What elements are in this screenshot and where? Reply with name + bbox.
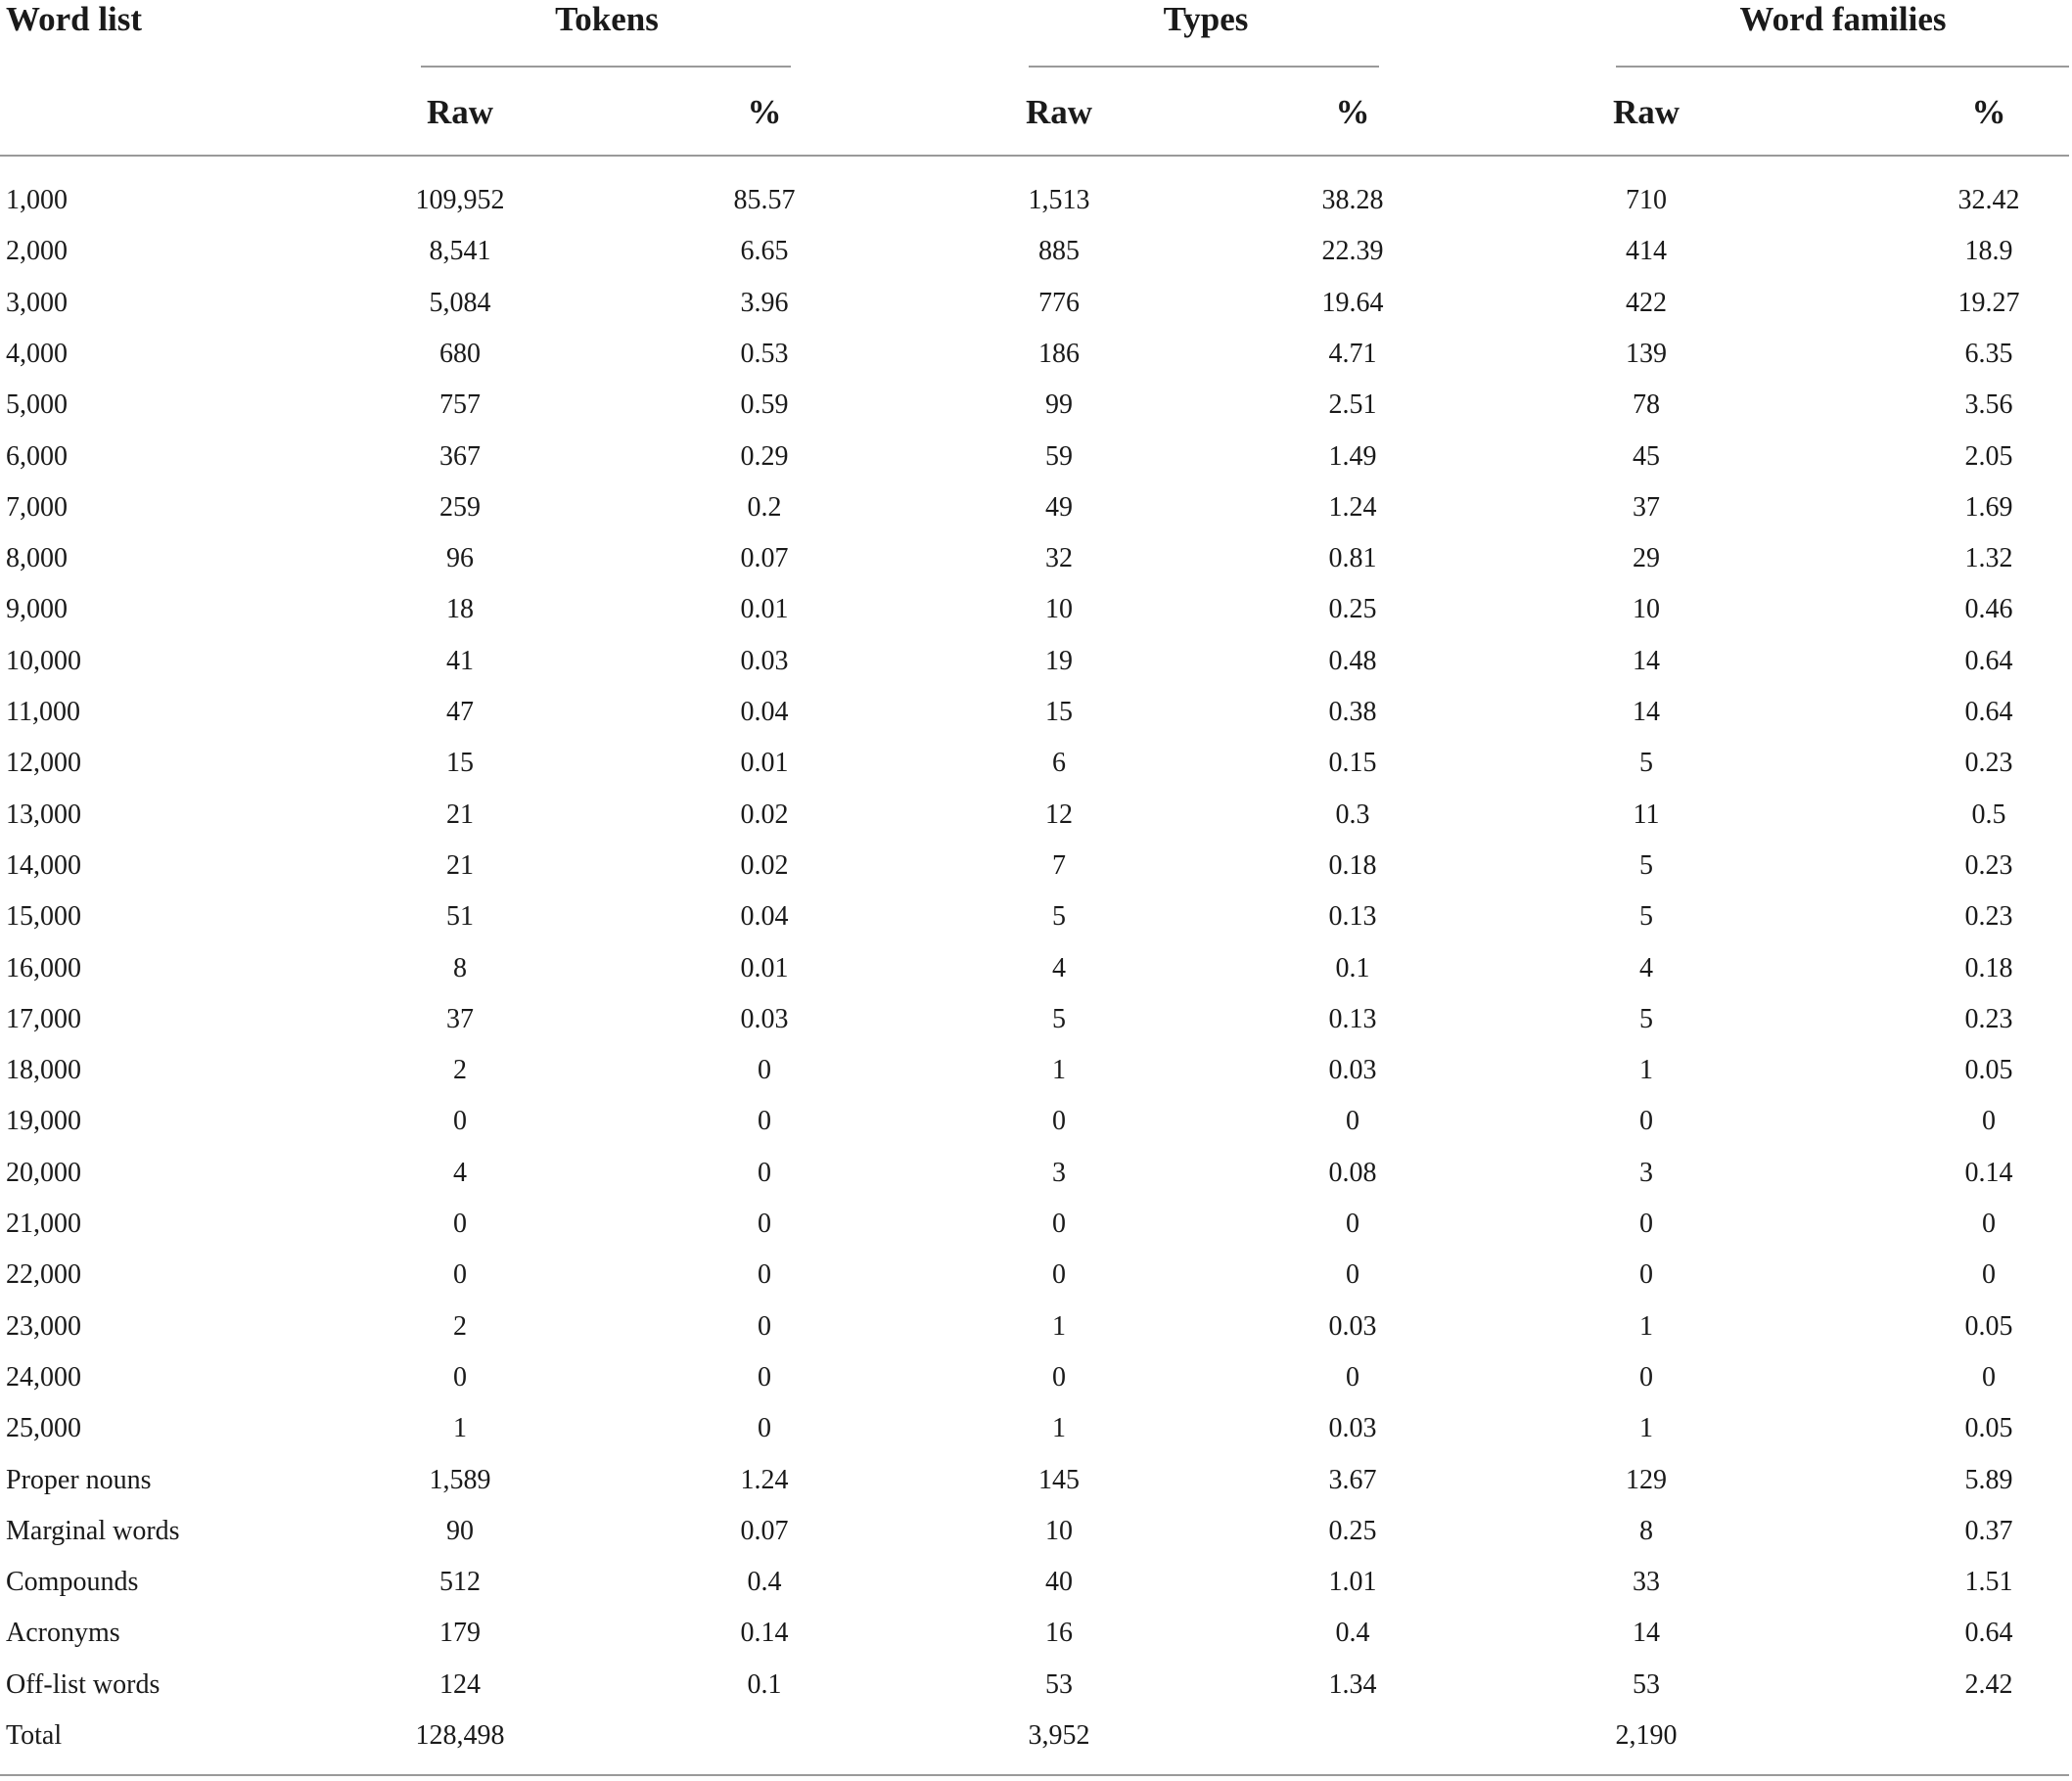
cell-types-raw: 53 bbox=[1045, 1669, 1073, 1700]
cell-families-raw: 1 bbox=[1639, 1055, 1653, 1085]
cell-families-pct: 6.35 bbox=[1964, 339, 2013, 369]
cell-families-raw: 139 bbox=[1626, 339, 1667, 369]
cell-families-pct: 32.42 bbox=[1957, 185, 2020, 215]
header-types-raw: Raw bbox=[1025, 93, 1093, 131]
cell-tokens-raw: 8,541 bbox=[429, 236, 491, 266]
cell-tokens-raw: 2 bbox=[453, 1311, 467, 1342]
cell-tokens-raw: 4 bbox=[453, 1158, 467, 1188]
cell-tokens-pct: 0.14 bbox=[740, 1618, 789, 1648]
cell-families-pct: 0.5 bbox=[1971, 799, 2006, 830]
cell-word-list: 14,000 bbox=[6, 850, 81, 881]
cell-families-pct: 0.46 bbox=[1964, 594, 2013, 624]
cell-tokens-raw: 0 bbox=[453, 1209, 467, 1239]
header-tokens: Tokens bbox=[555, 0, 659, 38]
cell-word-list: 12,000 bbox=[6, 748, 81, 778]
cell-word-list: 13,000 bbox=[6, 799, 81, 830]
cell-families-raw: 5 bbox=[1639, 901, 1653, 932]
cell-families-raw: 0 bbox=[1639, 1259, 1653, 1290]
cell-word-list: 8,000 bbox=[6, 543, 68, 573]
cell-tokens-pct: 0.02 bbox=[740, 799, 789, 830]
cell-types-pct: 0.13 bbox=[1328, 901, 1377, 932]
cell-tokens-pct: 0 bbox=[758, 1362, 771, 1393]
cell-word-list: 19,000 bbox=[6, 1106, 81, 1136]
cell-types-raw: 3,952 bbox=[1028, 1720, 1090, 1751]
cell-tokens-raw: 90 bbox=[446, 1516, 474, 1546]
cell-tokens-pct: 0 bbox=[758, 1106, 771, 1136]
cell-tokens-pct: 85.57 bbox=[733, 185, 796, 215]
cell-word-list: 7,000 bbox=[6, 492, 68, 523]
cell-families-pct: 0.64 bbox=[1964, 697, 2013, 727]
cell-word-list: 9,000 bbox=[6, 594, 68, 624]
header-word-families: Word families bbox=[1739, 0, 1947, 38]
cell-types-pct: 0.03 bbox=[1328, 1055, 1377, 1085]
cell-types-raw: 145 bbox=[1038, 1465, 1080, 1495]
cell-tokens-raw: 0 bbox=[453, 1106, 467, 1136]
cell-families-raw: 45 bbox=[1633, 441, 1660, 472]
cell-families-pct: 0 bbox=[1982, 1209, 1996, 1239]
cell-word-list: 11,000 bbox=[6, 697, 80, 727]
cell-families-pct: 0.05 bbox=[1964, 1055, 2013, 1085]
cell-types-pct: 0.48 bbox=[1328, 646, 1377, 676]
cell-types-pct: 0.15 bbox=[1328, 748, 1377, 778]
cell-types-raw: 3 bbox=[1052, 1158, 1066, 1188]
cell-types-raw: 59 bbox=[1045, 441, 1073, 472]
cell-types-raw: 5 bbox=[1052, 1004, 1066, 1034]
cell-word-list: 15,000 bbox=[6, 901, 81, 932]
cell-tokens-raw: 15 bbox=[446, 748, 474, 778]
cell-word-list: 20,000 bbox=[6, 1158, 81, 1188]
cell-types-raw: 49 bbox=[1045, 492, 1073, 523]
cell-families-pct: 2.42 bbox=[1964, 1669, 2013, 1700]
cell-tokens-raw: 367 bbox=[439, 441, 481, 472]
cell-tokens-raw: 259 bbox=[439, 492, 481, 523]
cell-families-pct: 1.69 bbox=[1964, 492, 2013, 523]
cell-families-raw: 11 bbox=[1633, 799, 1660, 830]
cell-families-raw: 8 bbox=[1639, 1516, 1653, 1546]
header-types-pct: % bbox=[1335, 93, 1370, 131]
cell-families-pct: 0.37 bbox=[1964, 1516, 2013, 1546]
cell-families-pct: 0.18 bbox=[1964, 953, 2013, 983]
cell-families-pct: 1.51 bbox=[1964, 1567, 2013, 1597]
cell-word-list: 5,000 bbox=[6, 389, 68, 420]
cell-tokens-pct: 0.03 bbox=[740, 1004, 789, 1034]
cell-tokens-raw: 37 bbox=[446, 1004, 474, 1034]
cell-types-pct: 0.1 bbox=[1335, 953, 1370, 983]
cell-families-raw: 3 bbox=[1639, 1158, 1653, 1188]
cell-families-raw: 4 bbox=[1639, 953, 1653, 983]
cell-tokens-pct: 0.07 bbox=[740, 543, 789, 573]
cell-tokens-raw: 179 bbox=[439, 1618, 481, 1648]
cell-types-raw: 0 bbox=[1052, 1362, 1066, 1393]
cell-word-list: Acronyms bbox=[6, 1618, 120, 1648]
cell-tokens-raw: 680 bbox=[439, 339, 481, 369]
cell-families-pct: 2.05 bbox=[1964, 441, 2013, 472]
cell-tokens-raw: 0 bbox=[453, 1259, 467, 1290]
cell-types-pct: 0.18 bbox=[1328, 850, 1377, 881]
cell-tokens-pct: 0.04 bbox=[740, 901, 789, 932]
cell-types-raw: 40 bbox=[1045, 1567, 1073, 1597]
cell-families-raw: 1 bbox=[1639, 1413, 1653, 1443]
cell-tokens-pct: 0 bbox=[758, 1259, 771, 1290]
cell-families-pct: 19.27 bbox=[1957, 288, 2020, 318]
cell-types-raw: 1 bbox=[1052, 1311, 1066, 1342]
cell-families-raw: 0 bbox=[1639, 1106, 1653, 1136]
cell-types-pct: 2.51 bbox=[1328, 389, 1377, 420]
cell-tokens-pct: 0.29 bbox=[740, 441, 789, 472]
cell-tokens-pct: 0.59 bbox=[740, 389, 789, 420]
cell-families-pct: 0.05 bbox=[1964, 1311, 2013, 1342]
cell-types-raw: 0 bbox=[1052, 1106, 1066, 1136]
cell-families-pct: 0.05 bbox=[1964, 1413, 2013, 1443]
cell-families-pct: 0.64 bbox=[1964, 646, 2013, 676]
cell-families-raw: 10 bbox=[1633, 594, 1660, 624]
cell-types-pct: 0.25 bbox=[1328, 594, 1377, 624]
cell-tokens-raw: 5,084 bbox=[429, 288, 491, 318]
cell-types-pct: 38.28 bbox=[1321, 185, 1384, 215]
cell-types-pct: 0.4 bbox=[1335, 1618, 1370, 1648]
cell-tokens-raw: 96 bbox=[446, 543, 474, 573]
cell-types-raw: 10 bbox=[1045, 594, 1073, 624]
cell-types-pct: 1.24 bbox=[1328, 492, 1377, 523]
word-families-group-rule bbox=[1616, 66, 2069, 68]
cell-word-list: 1,000 bbox=[6, 185, 68, 215]
cell-types-raw: 776 bbox=[1038, 288, 1080, 318]
cell-families-pct: 1.32 bbox=[1964, 543, 2013, 573]
cell-word-list: 25,000 bbox=[6, 1413, 81, 1443]
cell-tokens-pct: 0.4 bbox=[747, 1567, 782, 1597]
cell-families-raw: 14 bbox=[1633, 646, 1660, 676]
cell-tokens-raw: 41 bbox=[446, 646, 474, 676]
cell-types-raw: 12 bbox=[1045, 799, 1073, 830]
cell-tokens-pct: 0.01 bbox=[740, 594, 789, 624]
cell-tokens-raw: 21 bbox=[446, 850, 474, 881]
cell-tokens-pct: 6.65 bbox=[740, 236, 789, 266]
cell-families-raw: 5 bbox=[1639, 850, 1653, 881]
cell-types-pct: 0.38 bbox=[1328, 697, 1377, 727]
cell-types-raw: 186 bbox=[1038, 339, 1080, 369]
cell-tokens-raw: 47 bbox=[446, 697, 474, 727]
types-group-rule bbox=[1029, 66, 1379, 68]
cell-word-list: 3,000 bbox=[6, 288, 68, 318]
cell-word-list: Proper nouns bbox=[6, 1465, 152, 1495]
cell-word-list: 6,000 bbox=[6, 441, 68, 472]
cell-tokens-raw: 18 bbox=[446, 594, 474, 624]
header-word-list: Word list bbox=[6, 0, 143, 38]
cell-types-raw: 1 bbox=[1052, 1413, 1066, 1443]
header-bottom-rule bbox=[0, 155, 2069, 157]
cell-tokens-pct: 0.1 bbox=[747, 1669, 782, 1700]
cell-families-raw: 29 bbox=[1633, 543, 1660, 573]
cell-tokens-pct: 3.96 bbox=[740, 288, 789, 318]
cell-types-pct: 0 bbox=[1346, 1362, 1359, 1393]
header-tokens-pct: % bbox=[747, 93, 782, 131]
cell-types-pct: 1.49 bbox=[1328, 441, 1377, 472]
cell-types-raw: 1,513 bbox=[1028, 185, 1090, 215]
cell-types-raw: 0 bbox=[1052, 1209, 1066, 1239]
tokens-group-rule bbox=[421, 66, 791, 68]
cell-tokens-pct: 0.01 bbox=[740, 748, 789, 778]
cell-types-raw: 19 bbox=[1045, 646, 1073, 676]
cell-word-list: 2,000 bbox=[6, 236, 68, 266]
cell-types-raw: 15 bbox=[1045, 697, 1073, 727]
cell-types-raw: 4 bbox=[1052, 953, 1066, 983]
cell-families-raw: 1 bbox=[1639, 1311, 1653, 1342]
cell-types-raw: 10 bbox=[1045, 1516, 1073, 1546]
cell-word-list: 24,000 bbox=[6, 1362, 81, 1393]
cell-word-list: 17,000 bbox=[6, 1004, 81, 1034]
table-bottom-rule bbox=[0, 1774, 2069, 1776]
cell-families-raw: 422 bbox=[1626, 288, 1667, 318]
cell-families-raw: 78 bbox=[1633, 389, 1660, 420]
cell-tokens-raw: 128,498 bbox=[415, 1720, 505, 1751]
cell-types-pct: 22.39 bbox=[1321, 236, 1384, 266]
cell-types-pct: 0.03 bbox=[1328, 1311, 1377, 1342]
cell-types-raw: 32 bbox=[1045, 543, 1073, 573]
cell-families-pct: 0.23 bbox=[1964, 901, 2013, 932]
cell-word-list: 23,000 bbox=[6, 1311, 81, 1342]
cell-word-list: Total bbox=[6, 1720, 63, 1751]
cell-tokens-pct: 0 bbox=[758, 1413, 771, 1443]
cell-types-raw: 885 bbox=[1038, 236, 1080, 266]
cell-types-raw: 99 bbox=[1045, 389, 1073, 420]
cell-families-raw: 53 bbox=[1633, 1669, 1660, 1700]
cell-families-raw: 5 bbox=[1639, 1004, 1653, 1034]
cell-types-pct: 0 bbox=[1346, 1106, 1359, 1136]
cell-families-pct: 0.23 bbox=[1964, 850, 2013, 881]
cell-types-pct: 19.64 bbox=[1321, 288, 1384, 318]
cell-tokens-pct: 0.03 bbox=[740, 646, 789, 676]
cell-families-pct: 5.89 bbox=[1964, 1465, 2013, 1495]
cell-tokens-raw: 1 bbox=[453, 1413, 467, 1443]
cell-tokens-pct: 0 bbox=[758, 1209, 771, 1239]
cell-types-pct: 4.71 bbox=[1328, 339, 1377, 369]
cell-tokens-pct: 0.53 bbox=[740, 339, 789, 369]
cell-types-raw: 0 bbox=[1052, 1259, 1066, 1290]
header-types: Types bbox=[1163, 0, 1249, 38]
cell-tokens-raw: 109,952 bbox=[415, 185, 505, 215]
cell-tokens-raw: 0 bbox=[453, 1362, 467, 1393]
cell-tokens-raw: 512 bbox=[439, 1567, 481, 1597]
cell-word-list: 4,000 bbox=[6, 339, 68, 369]
cell-types-pct: 0 bbox=[1346, 1209, 1359, 1239]
cell-types-pct: 1.34 bbox=[1328, 1669, 1377, 1700]
cell-families-raw: 129 bbox=[1626, 1465, 1667, 1495]
cell-types-pct: 0.13 bbox=[1328, 1004, 1377, 1034]
cell-tokens-pct: 0 bbox=[758, 1311, 771, 1342]
cell-word-list: 16,000 bbox=[6, 953, 81, 983]
cell-families-pct: 3.56 bbox=[1964, 389, 2013, 420]
cell-tokens-pct: 0.04 bbox=[740, 697, 789, 727]
cell-types-raw: 1 bbox=[1052, 1055, 1066, 1085]
cell-tokens-raw: 8 bbox=[453, 953, 467, 983]
cell-families-raw: 0 bbox=[1639, 1362, 1653, 1393]
cell-tokens-pct: 0 bbox=[758, 1158, 771, 1188]
cell-families-pct: 0.14 bbox=[1964, 1158, 2013, 1188]
cell-families-raw: 14 bbox=[1633, 1618, 1660, 1648]
cell-families-raw: 33 bbox=[1633, 1567, 1660, 1597]
cell-tokens-pct: 0 bbox=[758, 1055, 771, 1085]
header-tokens-raw: Raw bbox=[426, 93, 494, 131]
cell-types-pct: 0.81 bbox=[1328, 543, 1377, 573]
cell-tokens-raw: 1,589 bbox=[429, 1465, 491, 1495]
header-families-raw: Raw bbox=[1612, 93, 1681, 131]
cell-types-raw: 6 bbox=[1052, 748, 1066, 778]
cell-types-pct: 0.08 bbox=[1328, 1158, 1377, 1188]
cell-families-raw: 2,190 bbox=[1615, 1720, 1678, 1751]
cell-types-pct: 0 bbox=[1346, 1259, 1359, 1290]
cell-families-pct: 0.23 bbox=[1964, 1004, 2013, 1034]
cell-word-list: Off-list words bbox=[6, 1669, 161, 1700]
cell-families-raw: 14 bbox=[1633, 697, 1660, 727]
cell-tokens-pct: 0.07 bbox=[740, 1516, 789, 1546]
cell-word-list: 22,000 bbox=[6, 1259, 81, 1290]
cell-types-raw: 7 bbox=[1052, 850, 1066, 881]
cell-word-list: 21,000 bbox=[6, 1209, 81, 1239]
cell-families-pct: 18.9 bbox=[1964, 236, 2013, 266]
cell-word-list: 18,000 bbox=[6, 1055, 81, 1085]
cell-word-list: Compounds bbox=[6, 1567, 139, 1597]
cell-tokens-pct: 0.2 bbox=[747, 492, 782, 523]
cell-types-pct: 0.03 bbox=[1328, 1413, 1377, 1443]
cell-families-raw: 5 bbox=[1639, 748, 1653, 778]
header-families-pct: % bbox=[1971, 93, 2006, 131]
cell-families-pct: 0 bbox=[1982, 1362, 1996, 1393]
cell-families-pct: 0 bbox=[1982, 1259, 1996, 1290]
cell-tokens-raw: 51 bbox=[446, 901, 474, 932]
cell-tokens-raw: 21 bbox=[446, 799, 474, 830]
cell-types-raw: 5 bbox=[1052, 901, 1066, 932]
cell-types-pct: 0.25 bbox=[1328, 1516, 1377, 1546]
cell-tokens-pct: 0.01 bbox=[740, 953, 789, 983]
cell-tokens-pct: 1.24 bbox=[740, 1465, 789, 1495]
cell-types-pct: 0.3 bbox=[1335, 799, 1370, 830]
cell-tokens-raw: 2 bbox=[453, 1055, 467, 1085]
cell-families-pct: 0.23 bbox=[1964, 748, 2013, 778]
cell-families-raw: 0 bbox=[1639, 1209, 1653, 1239]
cell-families-pct: 0 bbox=[1982, 1106, 1996, 1136]
cell-families-pct: 0.64 bbox=[1964, 1618, 2013, 1648]
cell-families-raw: 710 bbox=[1626, 185, 1667, 215]
cell-types-pct: 1.01 bbox=[1328, 1567, 1377, 1597]
cell-types-raw: 16 bbox=[1045, 1618, 1073, 1648]
cell-word-list: 10,000 bbox=[6, 646, 81, 676]
cell-tokens-raw: 124 bbox=[439, 1669, 481, 1700]
cell-tokens-pct: 0.02 bbox=[740, 850, 789, 881]
cell-word-list: Marginal words bbox=[6, 1516, 180, 1546]
cell-families-raw: 414 bbox=[1626, 236, 1667, 266]
cell-tokens-raw: 757 bbox=[439, 389, 481, 420]
cell-types-pct: 3.67 bbox=[1328, 1465, 1377, 1495]
cell-families-raw: 37 bbox=[1633, 492, 1660, 523]
